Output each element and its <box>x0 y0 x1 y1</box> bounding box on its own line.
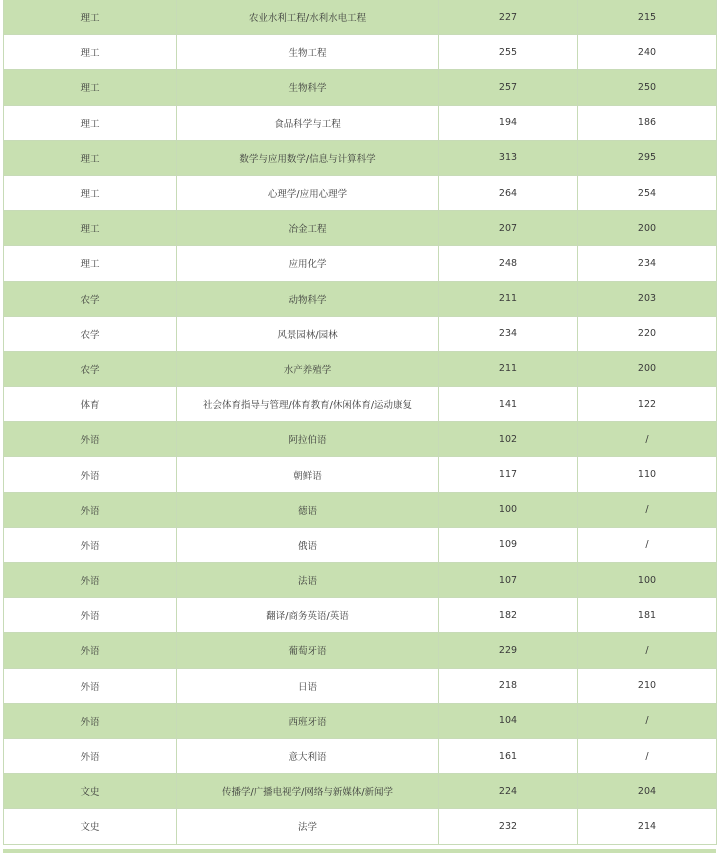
major-cell: 动物科学 <box>177 281 439 316</box>
score-cell-1: 248 <box>439 246 578 281</box>
score-cell-1: 194 <box>439 105 578 140</box>
score-cell-1: 104 <box>439 703 578 738</box>
score-cell-2: 220 <box>578 316 717 351</box>
score-cell-1: 234 <box>439 316 578 351</box>
major-cell: 水产养殖学 <box>177 351 439 386</box>
score-cell-1: 264 <box>439 175 578 210</box>
table-row <box>4 316 717 351</box>
table-row <box>4 633 717 668</box>
score-cell-1: 182 <box>439 598 578 633</box>
category-cell: 文史 <box>4 774 177 809</box>
score-cell-2: 110 <box>578 457 717 492</box>
score-cell-1: 224 <box>439 774 578 809</box>
score-cell-2: 122 <box>578 387 717 422</box>
score-cell-2: 234 <box>578 246 717 281</box>
category-cell: 农学 <box>4 351 177 386</box>
category-cell: 理工 <box>4 0 177 35</box>
score-cell-1: 218 <box>439 668 578 703</box>
score-cell-2: 295 <box>578 140 717 175</box>
category-cell: 理工 <box>4 140 177 175</box>
score-cell-2: 181 <box>578 598 717 633</box>
major-cell: 冶金工程 <box>177 211 439 246</box>
category-cell: 外语 <box>4 738 177 773</box>
major-cell: 西班牙语 <box>177 703 439 738</box>
major-cell: 法语 <box>177 563 439 598</box>
table-row <box>4 70 717 105</box>
category-cell: 理工 <box>4 105 177 140</box>
table-body <box>4 0 717 844</box>
table-row <box>4 175 717 210</box>
category-cell: 农学 <box>4 281 177 316</box>
category-cell: 理工 <box>4 70 177 105</box>
table-row <box>4 387 717 422</box>
score-cell-1: 211 <box>439 281 578 316</box>
score-cell-2: 215 <box>578 0 717 35</box>
score-cell-2: 203 <box>578 281 717 316</box>
score-cell-1: 109 <box>439 527 578 562</box>
table-row <box>4 563 717 598</box>
score-cell-1: 141 <box>439 387 578 422</box>
table-row <box>4 738 717 773</box>
table-row <box>4 422 717 457</box>
score-cell-1: 117 <box>439 457 578 492</box>
major-cell: 德语 <box>177 492 439 527</box>
table-row <box>4 457 717 492</box>
score-cell-1: 211 <box>439 351 578 386</box>
table-row <box>4 774 717 809</box>
category-cell: 理工 <box>4 175 177 210</box>
category-cell: 外语 <box>4 598 177 633</box>
category-cell: 外语 <box>4 422 177 457</box>
score-cell-2: 100 <box>578 563 717 598</box>
score-cell-2: / <box>578 633 717 668</box>
category-cell: 外语 <box>4 633 177 668</box>
category-cell: 理工 <box>4 35 177 70</box>
major-cell: 应用化学 <box>177 246 439 281</box>
major-cell: 食品科学与工程 <box>177 105 439 140</box>
table-row <box>4 35 717 70</box>
table-row <box>4 527 717 562</box>
table-row <box>4 0 717 35</box>
major-cell: 数学与应用数学/信息与计算科学 <box>177 140 439 175</box>
category-cell: 理工 <box>4 246 177 281</box>
table-row <box>4 492 717 527</box>
category-cell: 外语 <box>4 563 177 598</box>
category-cell: 外语 <box>4 457 177 492</box>
table-row <box>4 809 717 844</box>
table-row <box>4 246 717 281</box>
major-cell: 风景园林/园林 <box>177 316 439 351</box>
major-cell: 朝鲜语 <box>177 457 439 492</box>
score-cell-2: 250 <box>578 70 717 105</box>
major-cell: 农业水利工程/水利水电工程 <box>177 0 439 35</box>
score-table <box>3 0 717 845</box>
category-cell: 体育 <box>4 387 177 422</box>
score-cell-1: 107 <box>439 563 578 598</box>
table-row <box>4 703 717 738</box>
score-cell-2: 214 <box>578 809 717 844</box>
score-cell-1: 207 <box>439 211 578 246</box>
major-cell: 日语 <box>177 668 439 703</box>
table-row <box>4 351 717 386</box>
score-cell-2: 200 <box>578 211 717 246</box>
major-cell: 翻译/商务英语/英语 <box>177 598 439 633</box>
score-cell-1: 229 <box>439 633 578 668</box>
table-row <box>4 211 717 246</box>
table-row <box>4 140 717 175</box>
category-cell: 文史 <box>4 809 177 844</box>
score-cell-2: / <box>578 738 717 773</box>
major-cell: 生物工程 <box>177 35 439 70</box>
table-row <box>4 598 717 633</box>
score-cell-2: / <box>578 492 717 527</box>
category-cell: 理工 <box>4 211 177 246</box>
score-cell-1: 313 <box>439 140 578 175</box>
major-cell: 意大利语 <box>177 738 439 773</box>
table-continuation-row <box>3 849 716 853</box>
score-cell-1: 161 <box>439 738 578 773</box>
score-cell-2: 240 <box>578 35 717 70</box>
table-row <box>4 668 717 703</box>
score-cell-2: 186 <box>578 105 717 140</box>
table-row <box>4 105 717 140</box>
major-cell: 法学 <box>177 809 439 844</box>
score-cell-2: / <box>578 527 717 562</box>
score-cell-2: / <box>578 422 717 457</box>
score-cell-1: 232 <box>439 809 578 844</box>
major-cell: 葡萄牙语 <box>177 633 439 668</box>
score-cell-2: 200 <box>578 351 717 386</box>
score-cell-1: 100 <box>439 492 578 527</box>
major-cell: 生物科学 <box>177 70 439 105</box>
category-cell: 外语 <box>4 527 177 562</box>
category-cell: 外语 <box>4 703 177 738</box>
major-cell: 社会体育指导与管理/体育教育/休闲体育/运动康复 <box>177 387 439 422</box>
major-cell: 阿拉伯语 <box>177 422 439 457</box>
major-cell: 心理学/应用心理学 <box>177 175 439 210</box>
category-cell: 农学 <box>4 316 177 351</box>
major-cell: 传播学/广播电视学/网络与新媒体/新闻学 <box>177 774 439 809</box>
major-cell: 俄语 <box>177 527 439 562</box>
score-cell-2: 254 <box>578 175 717 210</box>
score-cell-1: 227 <box>439 0 578 35</box>
score-cell-2: 204 <box>578 774 717 809</box>
score-cell-2: 210 <box>578 668 717 703</box>
score-cell-1: 257 <box>439 70 578 105</box>
category-cell: 外语 <box>4 668 177 703</box>
table-row <box>4 281 717 316</box>
score-cell-1: 102 <box>439 422 578 457</box>
score-cell-2: / <box>578 703 717 738</box>
score-cell-1: 255 <box>439 35 578 70</box>
category-cell: 外语 <box>4 492 177 527</box>
